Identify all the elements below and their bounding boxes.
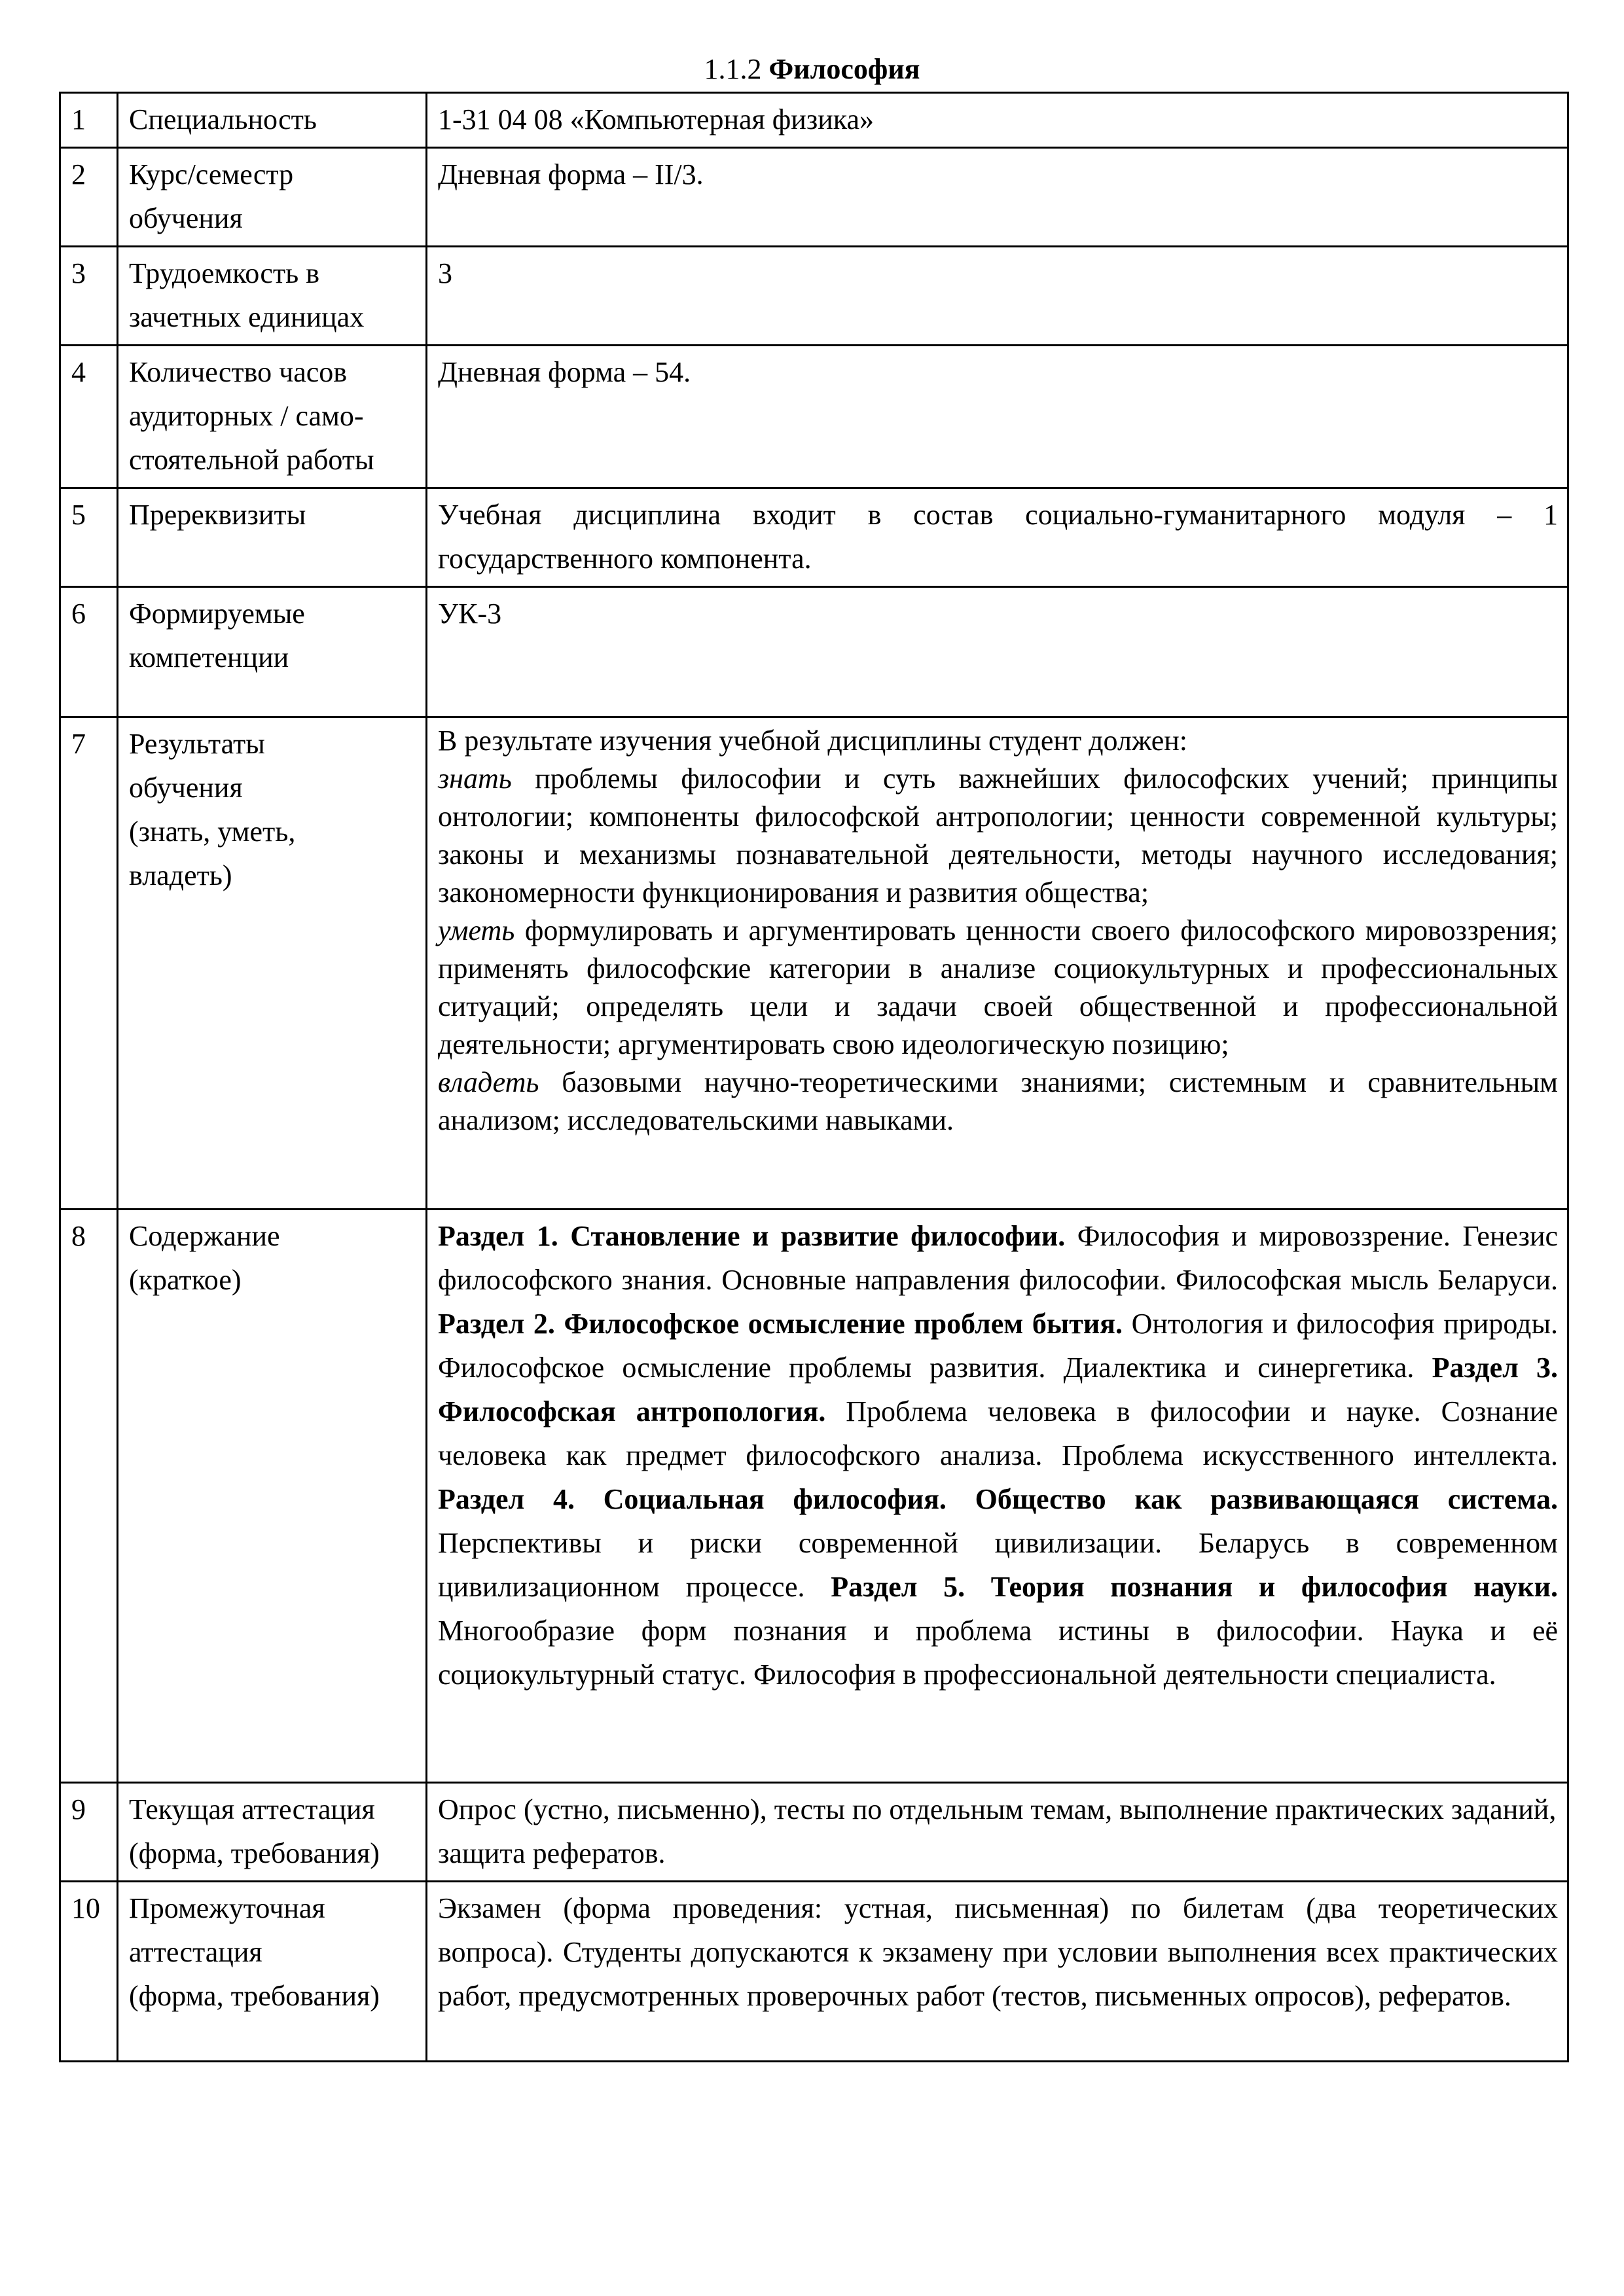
row-label: Формируемые компетенции — [118, 587, 427, 717]
row-content: 1-31 04 08 «Компьютерная физика» — [427, 93, 1568, 148]
section-text: Перспективы и риски современной цивилизации. Беларусь в современном цивилизационном процессе. — [438, 1527, 1558, 1603]
section-heading: Раздел 5. Теория познания и философия науки. — [831, 1571, 1558, 1603]
row-number: 9 — [60, 1783, 118, 1882]
results-know: знать проблемы философии и суть важнейших философских учений; принципы онтологии; компоненты философской антропологии; ценности современной культуры; законы и механизмы познавательной деятельности, методы научного исследования; закономерности функционирования и развития общества; — [438, 762, 1558, 908]
row-number: 1 — [60, 93, 118, 148]
section-text: Проблема человека в философии и науке. Сознание человека как предмет философского анализа. Проблема искусственного интеллекта. — [438, 1395, 1559, 1471]
syllabus-table — [59, 92, 1569, 2062]
row-label: Специальность — [118, 93, 427, 148]
section-text: Многообразие форм познания и проблема истины в философии. Наука и её социокультурный статус. Философия в профессиональной деятельности специалиста. — [438, 1615, 1558, 1691]
row-content: Дневная форма – 54. — [427, 346, 1568, 488]
table-row — [60, 488, 1568, 587]
row-content: Дневная форма – II/3. — [427, 148, 1568, 247]
row-number: 7 — [60, 717, 118, 1210]
table-row — [60, 1882, 1568, 2062]
row-label: Содержание (краткое) — [118, 1210, 427, 1783]
table-row — [60, 247, 1568, 346]
section-heading: Раздел 4. Социальная философия. Общество как развивающаяся система. — [438, 1483, 1558, 1515]
row-number: 3 — [60, 247, 118, 346]
row-label: Текущая аттестация (форма, требования) — [118, 1783, 427, 1882]
learning-results — [427, 717, 1568, 1210]
row-label: Количество часов аудиторных / само- стоятельной работы — [118, 346, 427, 488]
section-heading: Раздел 1. Становление и развитие философии. — [438, 1220, 1066, 1252]
table-row — [60, 346, 1568, 488]
row-label: Курс/семестр обучения — [118, 148, 427, 247]
row-number: 2 — [60, 148, 118, 247]
table-row — [60, 1210, 1568, 1783]
row-number: 8 — [60, 1210, 118, 1783]
section-heading: Раздел 2. Философское осмысление проблем бытия. — [438, 1308, 1123, 1340]
row-label: Трудоемкость в зачетных единицах — [118, 247, 427, 346]
results-can: уметь формулировать и аргументировать ценности своего философского мировоззрения; применять философские категории в анализе социокультурных и профессиональных ситуаций; определять цели и задачи своей общественной и профессиональной деятельности; аргументировать свою идеологическую позицию; — [438, 914, 1558, 1060]
row-content: УК-3 — [427, 587, 1568, 717]
row-content: Учебная дисциплина входит в состав социально-гуманитарного модуля – 1 государственного компонента. — [427, 488, 1568, 587]
row-number: 4 — [60, 346, 118, 488]
row-content: Опрос (устно, письменно), тесты по отдельным темам, выполнение практических заданий, защита рефератов. — [427, 1783, 1568, 1882]
section-heading: Раздел 3. Философская антропология. — [438, 1352, 1558, 1427]
row-content: Экзамен (форма проведения: устная, письменная) по билетам (два теоретических вопроса). Студенты допускаются к экзамену при условии выполнения всех практических работ, предусмотренных проверочных работ (тестов, письменных опросов), рефератов. — [427, 1882, 1568, 2062]
table-row — [60, 587, 1568, 717]
section-text: Онтология и философия природы. Философское осмысление проблемы развития. Диалектика и синергетика. — [438, 1308, 1559, 1384]
course-content — [427, 1210, 1568, 1783]
row-number: 6 — [60, 587, 118, 717]
row-label: Пререквизиты — [118, 488, 427, 587]
table-row — [60, 1783, 1568, 1882]
results-own: владеть базовыми научно-теоретическими знаниями; системным и сравнительным анализом; исследовательскими навыками. — [438, 1066, 1558, 1136]
row-number: 10 — [60, 1882, 118, 2062]
document-title — [0, 51, 1624, 88]
table-row — [60, 93, 1568, 148]
title-number: 1.1.2 — [704, 53, 762, 85]
row-label: Результаты обучения (знать, уметь, владеть) — [118, 717, 427, 1210]
title-name: Философия — [768, 53, 920, 85]
section-text: Философия и мировоззрение. Генезис философского знания. Основные направления философии. Философская мысль Беларуси. — [438, 1220, 1559, 1296]
table-row — [60, 148, 1568, 247]
table-row — [60, 717, 1568, 1210]
results-intro: В результате изучения учебной дисциплины студент должен: — [438, 725, 1188, 757]
row-label: Промежуточная аттестация (форма, требования) — [118, 1882, 427, 2062]
row-number: 5 — [60, 488, 118, 587]
row-content: 3 — [427, 247, 1568, 346]
